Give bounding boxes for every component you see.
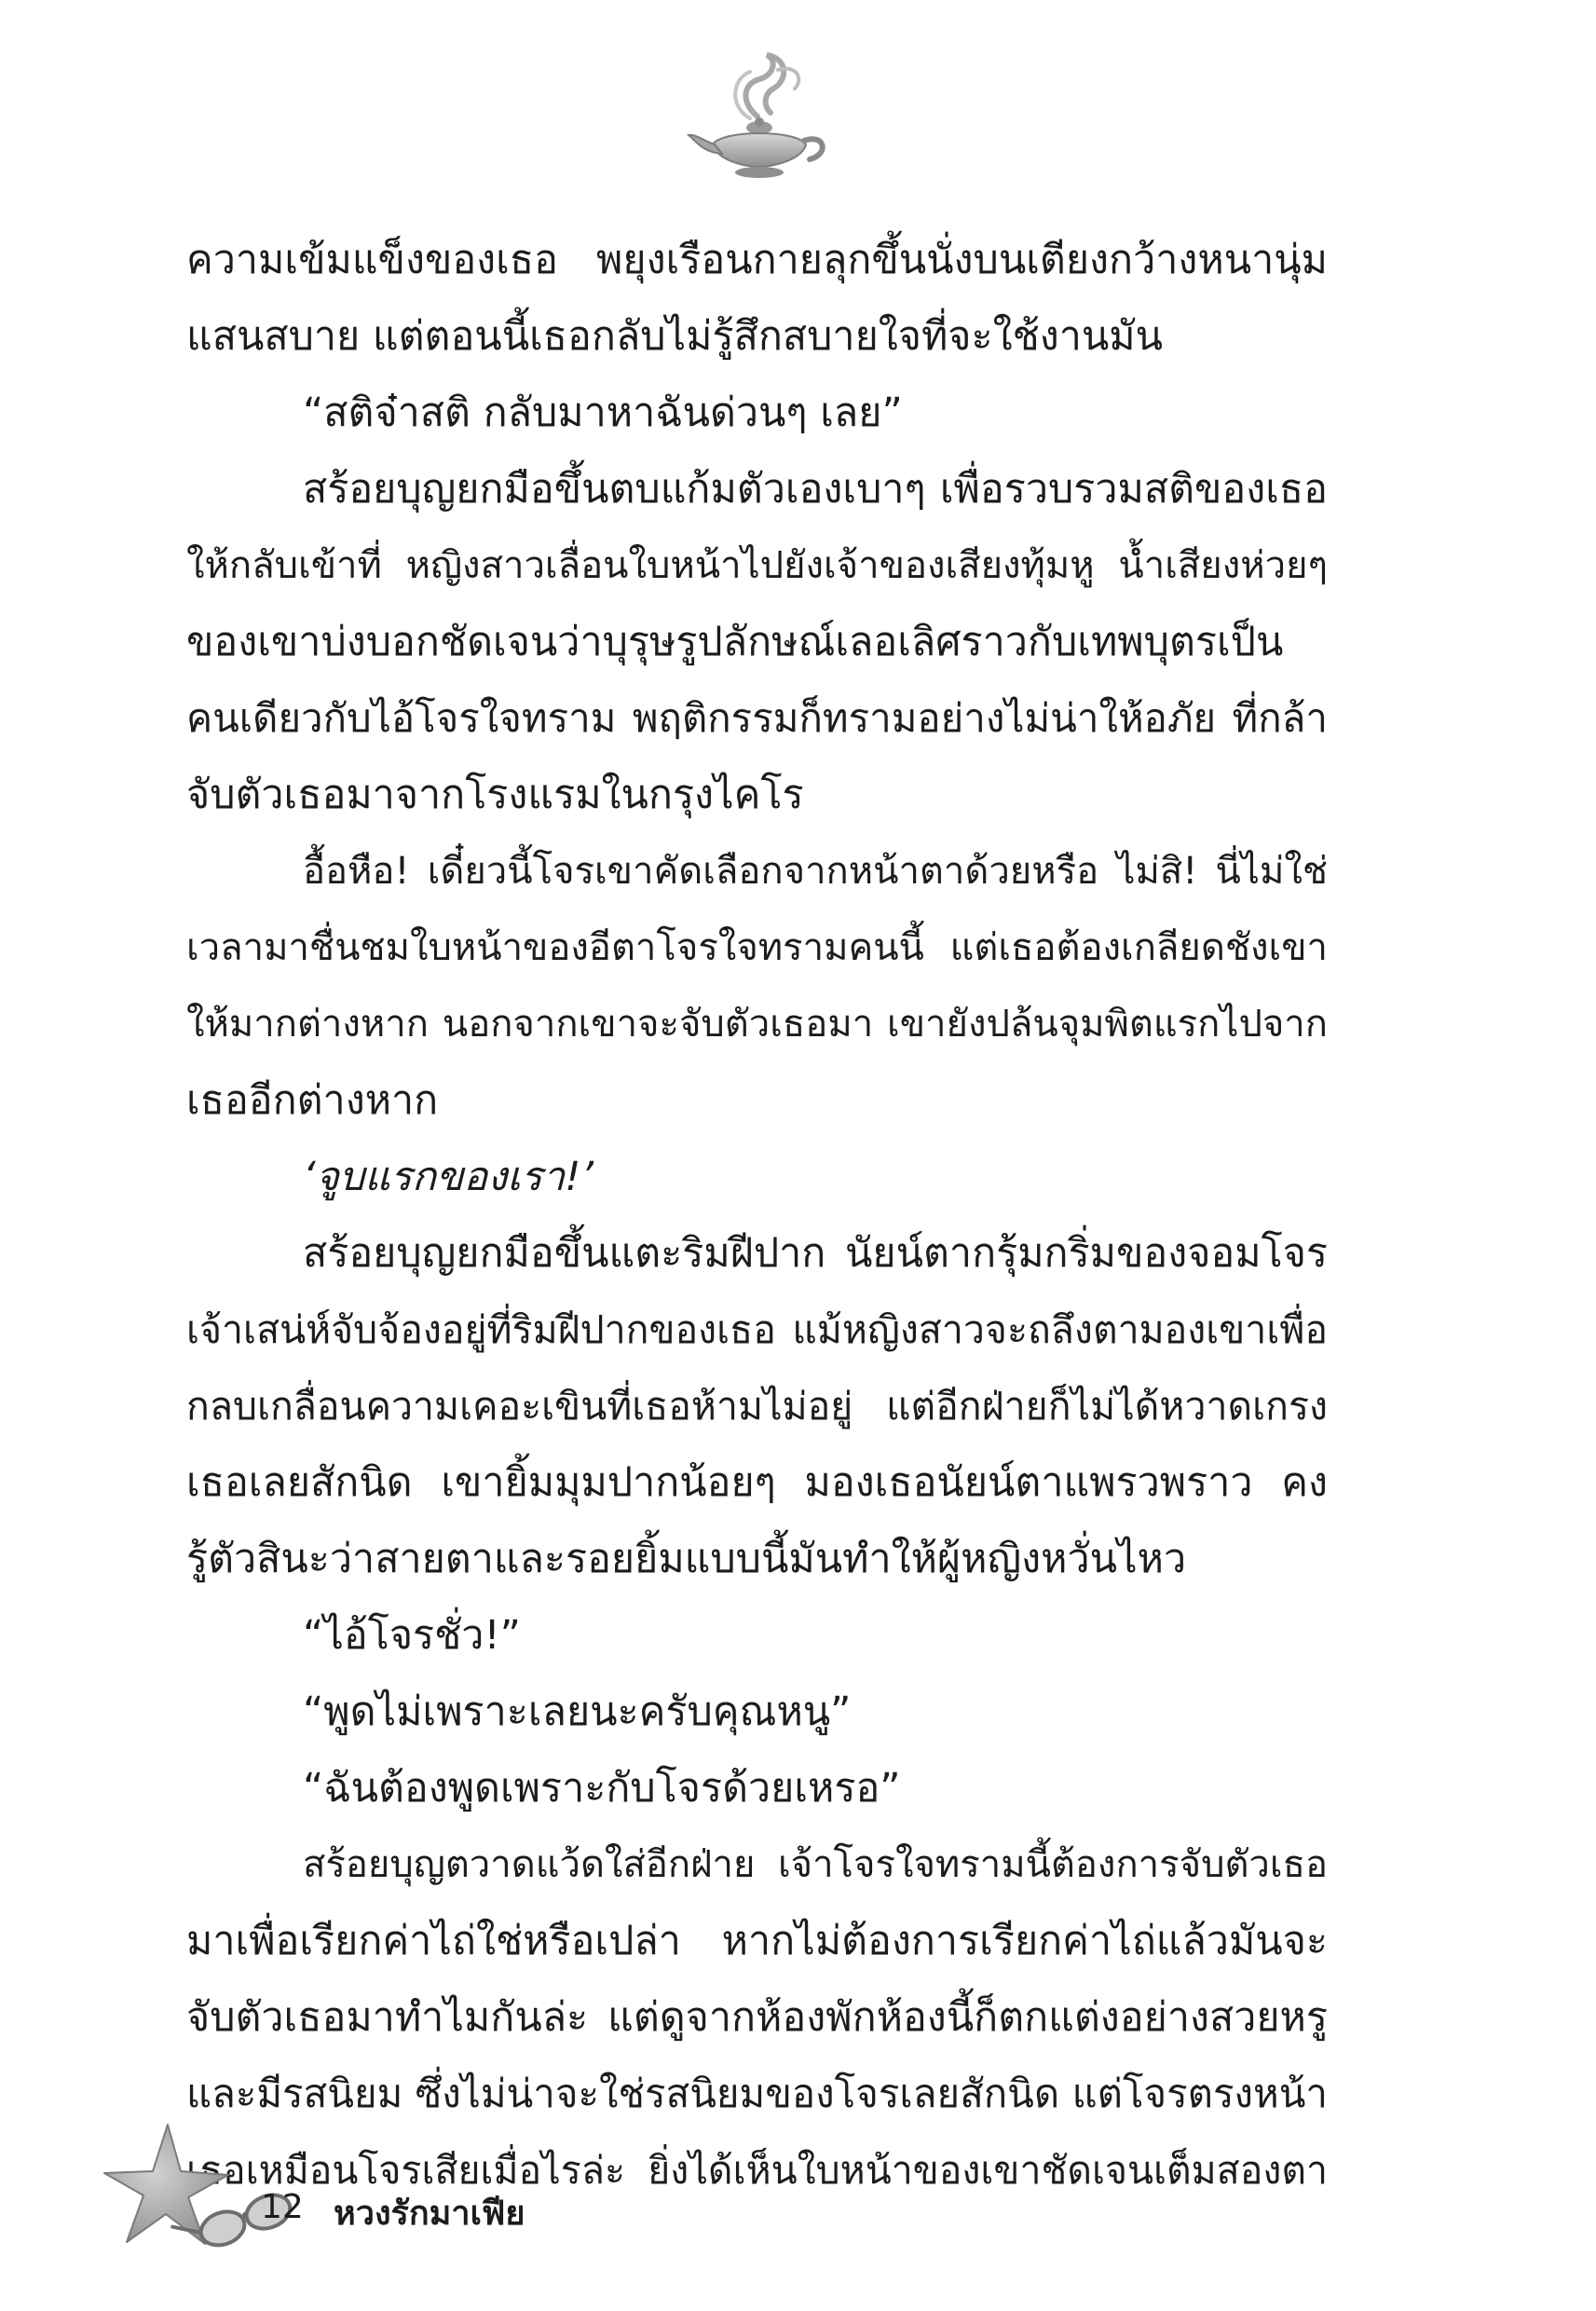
text-line: และมีรสนิยม ซึ่งไม่น่าจะใช่รสนิยมของโจรเลยสักนิด แต่โจรตรงหน้า <box>186 2071 1328 2116</box>
text-line: เธอเลยสักนิด เขายิ้มมุมปากน้อยๆ มองเธอนัยน์ตาแพรวพราว คง <box>186 1459 1328 1506</box>
text-line: ‘จูบแรกของเรา!’ <box>303 1154 594 1200</box>
text-line: จับตัวเธอมาทำไมกันล่ะ แต่ดูจากห้องพักห้องนี้ก็ตกแต่งอย่างสวยหรู <box>186 1994 1328 2041</box>
body-text <box>186 222 1328 2208</box>
text-line: “พูดไม่เพราะเลยนะครับคุณหนู” <box>303 1689 852 1735</box>
text-line: จับตัวเธอมาจากโรงแรมในกรุงไคโร <box>186 772 804 818</box>
text-line: อื้อหือ! เดี๋ยวนี้โจรเขาคัดเลือกจากหน้าตาด้วยหรือ ไม่สิ! นี่ไม่ใช่ <box>303 850 1328 893</box>
text-line: “ไอ้โจรชั่ว!” <box>303 1612 521 1659</box>
text-line: รู้ตัวสินะว่าสายตาและรอยยิ้มแบบนี้มันทำให้ผู้หญิงหวั่นไหว <box>186 1536 1187 1582</box>
book-title: หวงรักมาเฟีย <box>334 2195 525 2233</box>
genie-lamp-icon <box>685 51 834 191</box>
text-line: เธอเหมือนโจรเสียเมื่อไรล่ะ ยิ่งได้เห็นใบหน้าของเขาชัดเจนเต็มสองตา <box>186 2148 1328 2193</box>
text-line: มาเพื่อเรียกค่าไถ่ใช่หรือเปล่า หากไม่ต้องการเรียกค่าไถ่แล้วมันจะ <box>186 1918 1328 1964</box>
page-footer <box>102 2115 755 2283</box>
text-line: สร้อยบุญตวาดแว้ดใส่อีกฝ่าย เจ้าโจรใจทรามนี้ต้องการจับตัวเธอ <box>303 1843 1328 1886</box>
text-line: ของเขาบ่งบอกชัดเจนว่าบุรุษรูปลักษณ์เลอเลิศราวกับเทพบุตรเป็น <box>186 619 1284 665</box>
text-line: “ฉันต้องพูดเพราะกับโจรด้วยเหรอ” <box>303 1765 901 1812</box>
text-line: ความเข้มแข็งของเธอ พยุงเรือนกายลุกขึ้นนั่งบนเตียงกว้างหนานุ่ม <box>186 237 1328 283</box>
text-line: “สติจ๋าสติ กลับมาหาฉันด่วนๆ เลย” <box>303 390 903 436</box>
text-line: กลบเกลื่อนความเคอะเขินที่เธอห้ามไม่อยู่ แต่อีกฝ่ายก็ไม่ได้หวาดเกรง <box>186 1384 1328 1429</box>
text-line: เธออีกต่างหาก <box>186 1077 439 1124</box>
page-number: 12 <box>261 2188 304 2226</box>
text-line: เจ้าเสน่ห์จับจ้องอยู่ที่ริมฝีปากของเธอ แม้หญิงสาวจะถลึงตามองเขาเพื่อ <box>186 1307 1328 1352</box>
text-line: ให้มากต่างหาก นอกจากเขาจะจับตัวเธอมา เขายังปล้นจุมพิตแรกไปจาก <box>186 1003 1328 1046</box>
text-line: ให้กลับเข้าที่ หญิงสาวเลื่อนใบหน้าไปยังเจ้าของเสียงทุ้มหู น้ำเสียงห่วยๆ <box>186 544 1328 587</box>
text-line: สร้อยบุญยกมือขึ้นแตะริมฝีปาก นัยน์ตากรุ้มกริ่มของจอมโจร <box>303 1230 1328 1277</box>
text-line: แสนสบาย แต่ตอนนี้เธอกลับไม่รู้สึกสบายใจที่จะใช้งานมัน <box>186 313 1164 360</box>
text-line: คนเดียวกับไอ้โจรใจทราม พฤติกรรมก็ทรามอย่างไม่น่าให้อภัย ที่กล้า <box>186 695 1328 741</box>
text-line: สร้อยบุญยกมือขึ้นตบแก้มตัวเองเบาๆ เพื่อรวบรวมสติของเธอ <box>303 466 1328 513</box>
text-line: เวลามาชื่นชมใบหน้าของอีตาโจรใจทรามคนนี้ แต่เธอต้องเกลียดชังเขา <box>186 926 1328 969</box>
